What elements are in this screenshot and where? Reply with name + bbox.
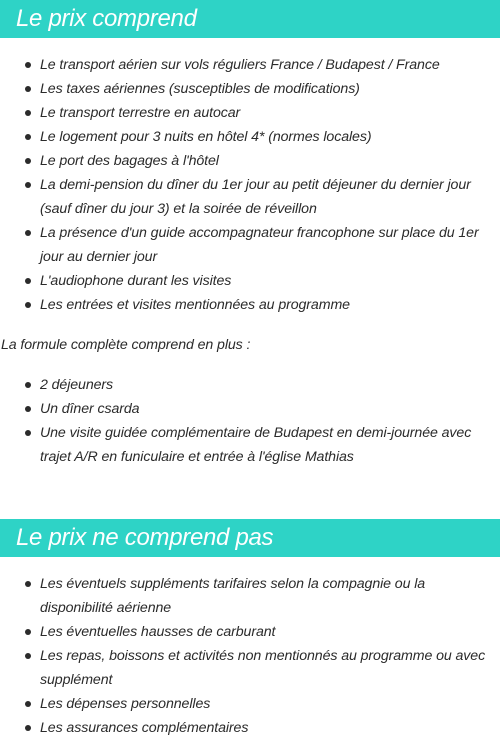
list-item: Le port des bagages à l'hôtel — [0, 149, 500, 173]
bullet-icon — [25, 278, 31, 284]
list-item: 2 déjeuners — [0, 373, 500, 397]
bullet-icon — [25, 62, 31, 68]
bullet-icon — [25, 86, 31, 92]
list-item: Les entrées et visites mentionnées au programme — [0, 293, 500, 317]
bullet-icon — [25, 182, 31, 188]
bullet-icon — [25, 382, 31, 388]
bullet-icon — [25, 581, 31, 587]
bullet-icon — [25, 725, 31, 731]
bullet-icon — [25, 406, 31, 412]
list-item: Le transport aérien sur vols réguliers France / Budapest / France — [0, 53, 500, 77]
section-title-included: Le prix comprend — [0, 0, 500, 38]
formule-intro: La formule complète comprend en plus : — [1, 337, 251, 353]
list-item: Les assurances complémentaires — [0, 716, 500, 740]
not-included-list — [0, 572, 500, 740]
included-list — [0, 53, 500, 317]
bullet-icon — [25, 230, 31, 236]
formule-list — [0, 373, 500, 469]
bullet-icon — [25, 134, 31, 140]
list-item: Une visite guidée complémentaire de Budapest en demi-journée avec trajet A/R en funiculaire et entrée à l'église Mathias — [0, 421, 500, 469]
bullet-icon — [25, 629, 31, 635]
list-item: La présence d'un guide accompagnateur francophone sur place du 1er jour au dernier jour — [0, 221, 500, 269]
bullet-icon — [25, 701, 31, 707]
list-item: La demi-pension du dîner du 1er jour au petit déjeuner du dernier jour (sauf dîner du jour 3) et la soirée de réveillon — [0, 173, 500, 221]
list-item: Les taxes aériennes (susceptibles de modifications) — [0, 77, 500, 101]
list-item: Les dépenses personnelles — [0, 692, 500, 716]
list-item: L'audiophone durant les visites — [0, 269, 500, 293]
bullet-icon — [25, 430, 31, 436]
list-item: Les repas, boissons et activités non mentionnés au programme ou avec supplément — [0, 644, 500, 692]
bullet-icon — [25, 653, 31, 659]
list-item: Le logement pour 3 nuits en hôtel 4* (normes locales) — [0, 125, 500, 149]
list-item: Les éventuels suppléments tarifaires selon la compagnie ou la disponibilité aérienne — [0, 572, 500, 620]
list-item: Le transport terrestre en autocar — [0, 101, 500, 125]
bullet-icon — [25, 110, 31, 116]
bullet-icon — [25, 158, 31, 164]
list-item: Un dîner csarda — [0, 397, 500, 421]
list-item: Les éventuelles hausses de carburant — [0, 620, 500, 644]
section-title-not-included: Le prix ne comprend pas — [0, 519, 500, 557]
bullet-icon — [25, 302, 31, 308]
